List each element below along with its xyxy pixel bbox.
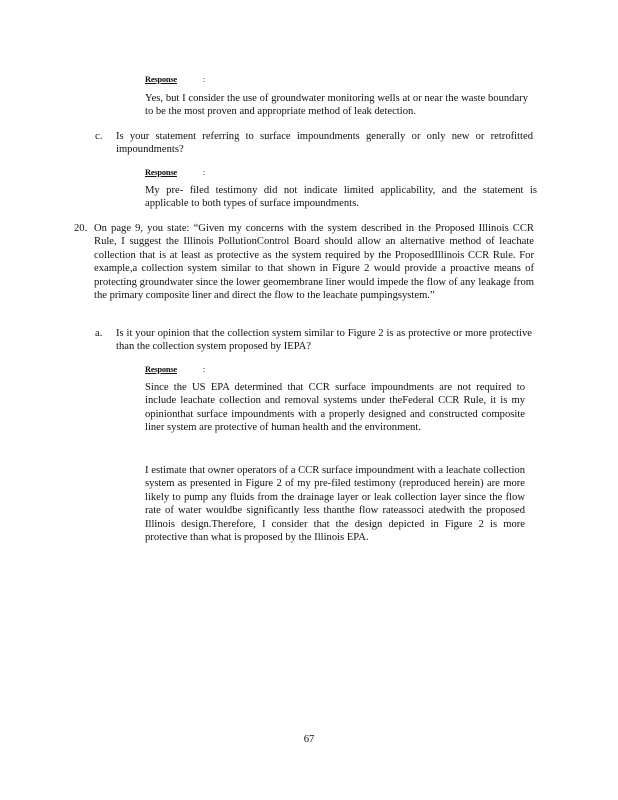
list-marker-c: c.: [95, 131, 103, 142]
response-label: Response :: [145, 168, 206, 177]
page-number: 67: [303, 734, 315, 745]
response-text-3-paragraph-2: I estimate that owner operators of a CCR surface impoundment with a leachate collection system as presented in Figure 2 of my pre-filed testimony (reproduced herein) are more likely to pump any fluids from the drainage layer or leak collection layer since the flow rate of water wouldbe significantly less thanthe flow rateassoci atedwith the proposed Illinois design.Therefore, I consider that the design depicted in Figure 2 is more protective than what is proposed by the Illinois EPA.: [145, 465, 525, 544]
response-text-1: Yes, but I consider the use of groundwater monitoring wells at or near the waste boundary to be the most proven and appropriate method of leak detection.: [145, 93, 528, 118]
response-text-3-paragraph-1: Since the US EPA determined that CCR surface impoundments are not required to include leachate collection and removal systems under theFederal CCR Rule, it is my opinionthat surface impoundments with a properly designed and constructed composite liner system are protective of human health and the environment.: [145, 382, 525, 434]
question-number-20: 20.: [74, 223, 88, 234]
response-label: Response :: [145, 75, 206, 84]
question-a-text: Is it your opinion that the collection system similar to Figure 2 is as protective or more protective than the collection system proposed by IEPA?: [116, 328, 532, 353]
response-text-2: My pre- filed testimony did not indicate limited applicability, and the statement is applicable to both types of surface impoundments.: [145, 185, 537, 210]
list-marker-a: a.: [95, 328, 103, 339]
response-label: Response :: [145, 365, 206, 374]
question-c-text: Is your statement referring to surface impoundments generally or only new or retrofitted impoundments?: [116, 131, 533, 156]
question-20-text: On page 9, you state: “Given my concerns with the system described in the Proposed Illinois CCR Rule, I suggest the Illinois PollutionControl Board should allow an alternative method of leachate collection that is at least as protective as the system required by the ProposedIllinois CCR Rule. For example,a collection system similar to that shown in Figure 2 would provide a proactive means of protecting groundwater since the lower geomembrane liner would impede the flow of any leakage from the primary composite liner and direct the flow to the leachate pumpingsystem.”: [94, 223, 534, 302]
